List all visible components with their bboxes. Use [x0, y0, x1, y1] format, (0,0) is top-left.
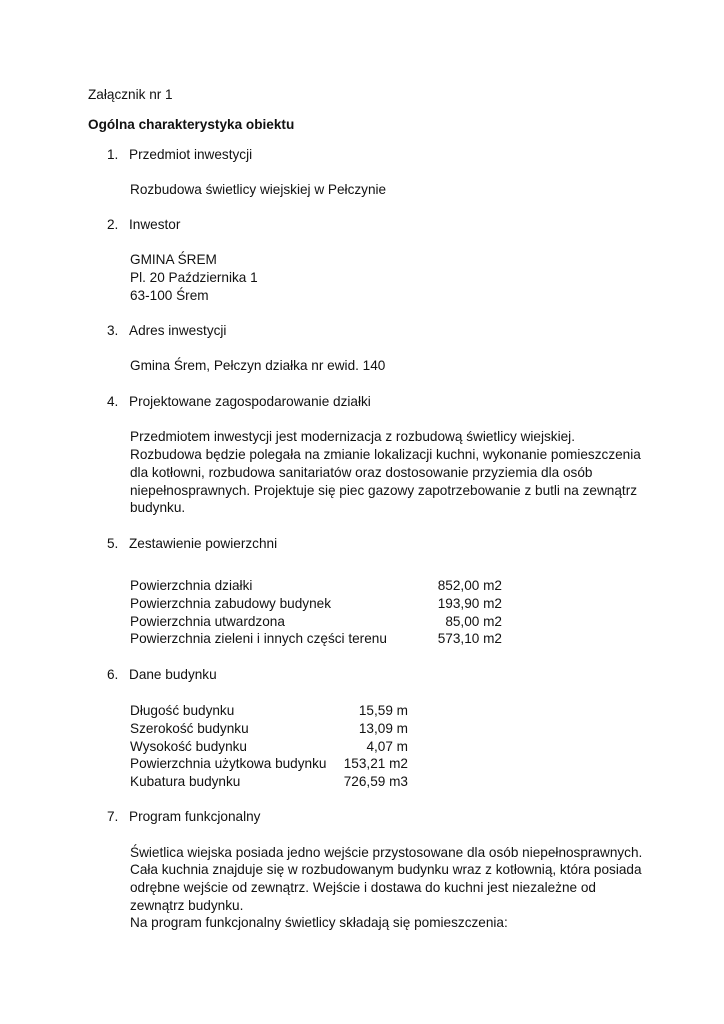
section-6-number: 6.	[107, 667, 119, 682]
area-value: 193,90 m2	[437, 596, 502, 611]
section-4-line: niepełnosprawnych. Projektuje się piec gazowy zapotrzebowanie z butli na zewnątrz	[130, 483, 638, 498]
building-value: 153,21 m2	[343, 756, 408, 771]
section-3-title: Adres inwestycji	[129, 323, 227, 338]
area-label: Powierzchnia zieleni i innych części terenu	[130, 631, 387, 646]
area-row	[130, 630, 502, 648]
area-value: 85,00 m2	[445, 614, 502, 629]
area-value: 852,00 m2	[437, 578, 502, 593]
section-1-number: 1.	[107, 147, 119, 162]
building-row	[130, 720, 408, 738]
area-label: Powierzchnia działki	[130, 578, 253, 593]
building-label: Długość budynku	[130, 703, 235, 718]
attachment-label: Załącznik nr 1	[88, 87, 173, 102]
section-7-line: Świetlica wiejska posiada jedno wejście przystosowane dla osób niepełnosprawnych.	[130, 845, 643, 860]
investor-name: GMINA ŚREM	[130, 252, 217, 267]
section-4-line: Rozbudowa będzie polegała na zmianie lokalizacji kuchni, wykonanie pomieszczenia	[130, 447, 641, 462]
area-row	[130, 595, 502, 613]
building-label: Kubatura budynku	[130, 774, 241, 789]
area-row	[130, 613, 502, 631]
area-row	[130, 577, 502, 595]
section-4-line: budynku.	[130, 500, 186, 515]
area-label: Powierzchnia utwardzona	[130, 614, 285, 629]
section-6-title: Dane budynku	[129, 667, 217, 682]
building-row	[130, 773, 408, 791]
building-row	[130, 755, 408, 773]
section-4-number: 4.	[107, 394, 119, 409]
building-value: 726,59 m3	[343, 774, 408, 789]
building-row	[130, 738, 408, 756]
building-value: 13,09 m	[358, 721, 408, 736]
section-7-title: Program funkcjonalny	[129, 809, 261, 824]
section-7-line: Na program funkcjonalny świetlicy składają się pomieszczenia:	[130, 915, 508, 930]
document-title: Ogólna charakterystyka obiektu	[88, 117, 295, 132]
section-7-number: 7.	[107, 809, 119, 824]
section-4-line: dla kotłowni, rozbudowa sanitariatów oraz dostosowanie przyziemia dla osób	[130, 465, 593, 480]
building-label: Powierzchnia użytkowa budynku	[130, 756, 327, 771]
section-4-title: Projektowane zagospodarowanie działki	[129, 394, 371, 409]
area-label: Powierzchnia zabudowy budynek	[130, 596, 332, 611]
section-1-title: Przedmiot inwestycji	[129, 147, 253, 162]
section-7-line: zewnątrz budynku.	[130, 898, 244, 913]
section-7-line: Cała kuchnia znajduje się w rozbudowanym budynku wraz z kotłownią, która posiada	[130, 862, 642, 877]
section-1-body: Rozbudowa świetlicy wiejskiej w Pełczynie	[130, 182, 387, 197]
building-label: Wysokość budynku	[130, 739, 247, 754]
section-7-line: odrębne wejście od zewnątrz. Wejście i dostawa do kuchni jest niezależne od	[130, 880, 596, 895]
building-row	[130, 702, 408, 720]
section-2-title: Inwestor	[129, 217, 181, 232]
investor-street: Pl. 20 Października 1	[130, 270, 258, 285]
building-label: Szerokość budynku	[130, 721, 249, 736]
section-4-line: Przedmiotem inwestycji jest modernizacja z rozbudową świetlicy wiejskiej.	[130, 429, 575, 444]
section-5-number: 5.	[107, 536, 119, 551]
section-3-body: Gmina Śrem, Pełczyn działka nr ewid. 140	[130, 358, 386, 373]
section-2-number: 2.	[107, 217, 119, 232]
building-value: 4,07 m	[366, 739, 408, 754]
building-value: 15,59 m	[358, 703, 408, 718]
section-5-title: Zestawienie powierzchni	[129, 536, 278, 551]
area-value: 573,10 m2	[437, 631, 502, 646]
section-3-number: 3.	[107, 323, 119, 338]
investor-city: 63-100 Śrem	[130, 288, 209, 303]
